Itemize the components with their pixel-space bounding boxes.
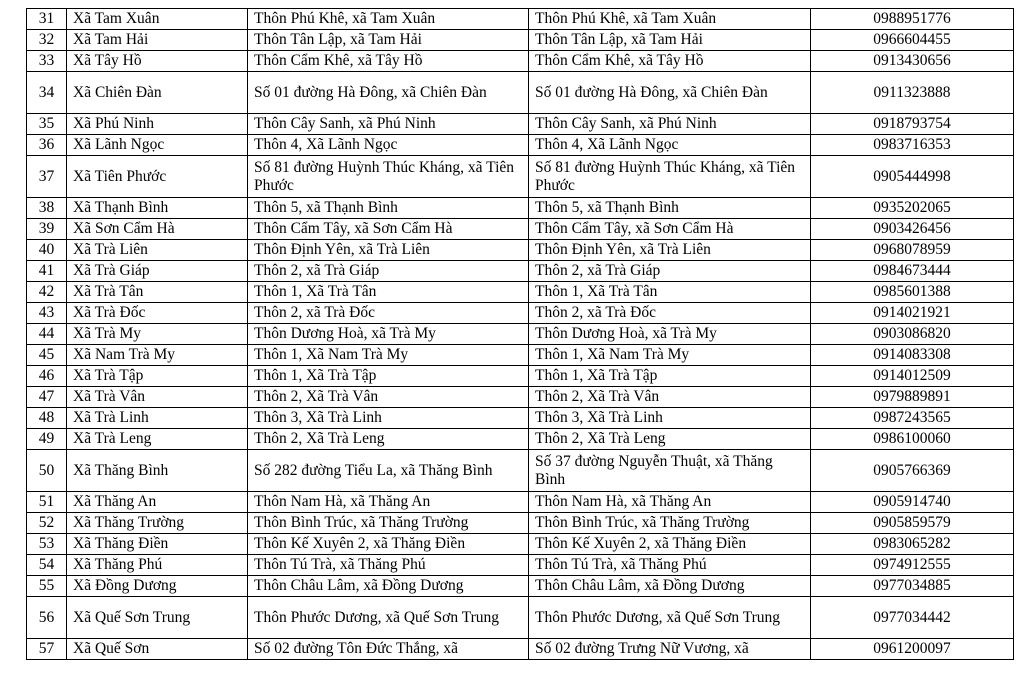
address-cell: Thôn 1, Xã Trà Tân xyxy=(529,282,811,303)
address-cell: Số 02 đường Trưng Nữ Vương, xã xyxy=(529,639,811,660)
address-cell: Thôn 5, xã Thạnh Bình xyxy=(529,198,811,219)
table-row xyxy=(27,513,1014,534)
row-number: 37 xyxy=(27,156,67,198)
phone-number: 0914083308 xyxy=(811,345,1014,366)
table-row xyxy=(27,639,1014,660)
table-row xyxy=(27,450,1014,492)
row-number: 34 xyxy=(27,72,67,114)
address-cell: Thôn Cây Sanh, xã Phú Ninh xyxy=(248,114,529,135)
row-number: 42 xyxy=(27,282,67,303)
table-row xyxy=(27,324,1014,345)
row-number: 53 xyxy=(27,534,67,555)
row-number: 54 xyxy=(27,555,67,576)
address-cell: Thôn Dương Hoà, xã Trà My xyxy=(248,324,529,345)
table-row xyxy=(27,597,1014,639)
commune-name: Xã Trà Linh xyxy=(67,408,248,429)
row-number: 41 xyxy=(27,261,67,282)
address-cell: Số 81 đường Huỳnh Thúc Kháng, xã Tiên Phước xyxy=(248,156,529,198)
address-cell: Thôn Bình Trúc, xã Thăng Trường xyxy=(529,513,811,534)
phone-number: 0985601388 xyxy=(811,282,1014,303)
row-number: 33 xyxy=(27,51,67,72)
phone-number: 0966604455 xyxy=(811,30,1014,51)
table-row xyxy=(27,387,1014,408)
commune-name: Xã Trà Vân xyxy=(67,387,248,408)
address-cell: Thôn Phước Dương, xã Quế Sơn Trung xyxy=(529,597,811,639)
row-number: 39 xyxy=(27,219,67,240)
address-cell: Thôn Bình Trúc, xã Thăng Trường xyxy=(248,513,529,534)
commune-name: Xã Phú Ninh xyxy=(67,114,248,135)
address-cell: Thôn Cẩm Khê, xã Tây Hồ xyxy=(529,51,811,72)
table-row xyxy=(27,429,1014,450)
phone-number: 0977034885 xyxy=(811,576,1014,597)
commune-name: Xã Lãnh Ngọc xyxy=(67,135,248,156)
commune-name: Xã Tam Hải xyxy=(67,30,248,51)
address-cell: Thôn 1, Xã Trà Tân xyxy=(248,282,529,303)
table-row xyxy=(27,72,1014,114)
row-number: 40 xyxy=(27,240,67,261)
row-number: 55 xyxy=(27,576,67,597)
row-number: 38 xyxy=(27,198,67,219)
table-row xyxy=(27,219,1014,240)
address-cell: Thôn 2, xã Trà Đốc xyxy=(529,303,811,324)
address-cell: Thôn Cẩm Tây, xã Sơn Cẩm Hà xyxy=(529,219,811,240)
table-row xyxy=(27,135,1014,156)
table-row xyxy=(27,240,1014,261)
phone-number: 0983065282 xyxy=(811,534,1014,555)
phone-number: 0983716353 xyxy=(811,135,1014,156)
row-number: 43 xyxy=(27,303,67,324)
address-cell: Thôn Tú Trà, xã Thăng Phú xyxy=(529,555,811,576)
commune-name: Xã Thăng An xyxy=(67,492,248,513)
commune-name: Xã Đồng Dương xyxy=(67,576,248,597)
table-row xyxy=(27,303,1014,324)
commune-name: Xã Trà My xyxy=(67,324,248,345)
phone-number: 0903426456 xyxy=(811,219,1014,240)
table-row xyxy=(27,156,1014,198)
address-cell: Thôn 5, xã Thạnh Bình xyxy=(248,198,529,219)
commune-name: Xã Trà Tân xyxy=(67,282,248,303)
commune-name: Xã Chiên Đàn xyxy=(67,72,248,114)
phone-number: 0905766369 xyxy=(811,450,1014,492)
address-cell: Thôn 3, Xã Trà Linh xyxy=(248,408,529,429)
address-cell: Thôn Nam Hà, xã Thăng An xyxy=(529,492,811,513)
address-cell: Thôn 2, Xã Trà Vân xyxy=(248,387,529,408)
address-cell: Thôn 1, Xã Trà Tập xyxy=(248,366,529,387)
phone-number: 0905444998 xyxy=(811,156,1014,198)
commune-table-body xyxy=(27,9,1014,660)
row-number: 52 xyxy=(27,513,67,534)
phone-number: 0913430656 xyxy=(811,51,1014,72)
commune-name: Xã Sơn Cẩm Hà xyxy=(67,219,248,240)
commune-name: Xã Trà Tập xyxy=(67,366,248,387)
table-row xyxy=(27,366,1014,387)
commune-name: Xã Trà Đốc xyxy=(67,303,248,324)
table-row xyxy=(27,51,1014,72)
row-number: 44 xyxy=(27,324,67,345)
address-cell: Thôn 2, Xã Trà Leng xyxy=(529,429,811,450)
address-cell: Số 02 đường Tôn Đức Thắng, xã xyxy=(248,639,529,660)
address-cell: Thôn 1, Xã Nam Trà My xyxy=(248,345,529,366)
address-cell: Thôn 2, Xã Trà Leng xyxy=(248,429,529,450)
phone-number: 0914021921 xyxy=(811,303,1014,324)
address-cell: Thôn Tú Trà, xã Thăng Phú xyxy=(248,555,529,576)
address-cell: Thôn Định Yên, xã Trà Liên xyxy=(529,240,811,261)
table-row xyxy=(27,9,1014,30)
commune-name: Xã Tây Hồ xyxy=(67,51,248,72)
address-cell: Số 01 đường Hà Đông, xã Chiên Đàn xyxy=(248,72,529,114)
table-row xyxy=(27,198,1014,219)
address-cell: Thôn Dương Hoà, xã Trà My xyxy=(529,324,811,345)
address-cell: Thôn 1, Xã Nam Trà My xyxy=(529,345,811,366)
table-row xyxy=(27,114,1014,135)
phone-number: 0977034442 xyxy=(811,597,1014,639)
row-number: 56 xyxy=(27,597,67,639)
address-cell: Thôn Phước Dương, xã Quế Sơn Trung xyxy=(248,597,529,639)
commune-name: Xã Tam Xuân xyxy=(67,9,248,30)
address-cell: Thôn Tân Lập, xã Tam Hải xyxy=(248,30,529,51)
address-cell: Thôn 3, Xã Trà Linh xyxy=(529,408,811,429)
address-cell: Thôn Châu Lâm, xã Đồng Dương xyxy=(248,576,529,597)
address-cell: Thôn 2, Xã Trà Vân xyxy=(529,387,811,408)
address-cell: Thôn Cây Sanh, xã Phú Ninh xyxy=(529,114,811,135)
row-number: 46 xyxy=(27,366,67,387)
commune-name: Xã Thăng Trường xyxy=(67,513,248,534)
address-cell: Thôn Tân Lập, xã Tam Hải xyxy=(529,30,811,51)
address-cell: Thôn 2, xã Trà Giáp xyxy=(529,261,811,282)
phone-number: 0979889891 xyxy=(811,387,1014,408)
row-number: 36 xyxy=(27,135,67,156)
commune-name: Xã Thăng Điền xyxy=(67,534,248,555)
row-number: 31 xyxy=(27,9,67,30)
commune-table xyxy=(26,8,1014,660)
address-cell: Thôn 4, Xã Lãnh Ngọc xyxy=(248,135,529,156)
address-cell: Thôn Kế Xuyên 2, xã Thăng Điền xyxy=(529,534,811,555)
address-cell: Thôn Kế Xuyên 2, xã Thăng Điền xyxy=(248,534,529,555)
commune-name: Xã Trà Leng xyxy=(67,429,248,450)
address-cell: Thôn Phú Khê, xã Tam Xuân xyxy=(529,9,811,30)
table-row xyxy=(27,492,1014,513)
phone-number: 0935202065 xyxy=(811,198,1014,219)
commune-name: Xã Thăng Phú xyxy=(67,555,248,576)
row-number: 48 xyxy=(27,408,67,429)
commune-name: Xã Thạnh Bình xyxy=(67,198,248,219)
address-cell: Số 37 đường Nguyễn Thuật, xã Thăng Bình xyxy=(529,450,811,492)
address-cell: Thôn 2, xã Trà Giáp xyxy=(248,261,529,282)
address-cell: Số 81 đường Huỳnh Thúc Kháng, xã Tiên Phước xyxy=(529,156,811,198)
phone-number: 0914012509 xyxy=(811,366,1014,387)
address-cell: Thôn 4, Xã Lãnh Ngọc xyxy=(529,135,811,156)
row-number: 57 xyxy=(27,639,67,660)
address-cell: Thôn Châu Lâm, xã Đồng Dương xyxy=(529,576,811,597)
address-cell: Thôn 1, Xã Trà Tập xyxy=(529,366,811,387)
phone-number: 0986100060 xyxy=(811,429,1014,450)
phone-number: 0984673444 xyxy=(811,261,1014,282)
row-number: 45 xyxy=(27,345,67,366)
row-number: 49 xyxy=(27,429,67,450)
table-row xyxy=(27,534,1014,555)
phone-number: 0961200097 xyxy=(811,639,1014,660)
table-row xyxy=(27,408,1014,429)
table-row xyxy=(27,30,1014,51)
address-cell: Thôn Cẩm Khê, xã Tây Hồ xyxy=(248,51,529,72)
row-number: 51 xyxy=(27,492,67,513)
phone-number: 0968078959 xyxy=(811,240,1014,261)
table-row xyxy=(27,345,1014,366)
phone-number: 0911323888 xyxy=(811,72,1014,114)
address-cell: Thôn Phú Khê, xã Tam Xuân xyxy=(248,9,529,30)
row-number: 47 xyxy=(27,387,67,408)
phone-number: 0987243565 xyxy=(811,408,1014,429)
commune-name: Xã Trà Liên xyxy=(67,240,248,261)
address-cell: Thôn Định Yên, xã Trà Liên xyxy=(248,240,529,261)
phone-number: 0918793754 xyxy=(811,114,1014,135)
phone-number: 0974912555 xyxy=(811,555,1014,576)
commune-name: Xã Nam Trà My xyxy=(67,345,248,366)
commune-name: Xã Quế Sơn Trung xyxy=(67,597,248,639)
address-cell: Số 282 đường Tiểu La, xã Thăng Bình xyxy=(248,450,529,492)
table-row xyxy=(27,555,1014,576)
row-number: 32 xyxy=(27,30,67,51)
table-row xyxy=(27,282,1014,303)
row-number: 50 xyxy=(27,450,67,492)
commune-name: Xã Quế Sơn xyxy=(67,639,248,660)
table-row xyxy=(27,576,1014,597)
address-cell: Thôn 2, xã Trà Đốc xyxy=(248,303,529,324)
commune-name: Xã Thăng Bình xyxy=(67,450,248,492)
phone-number: 0988951776 xyxy=(811,9,1014,30)
phone-number: 0903086820 xyxy=(811,324,1014,345)
table-row xyxy=(27,261,1014,282)
phone-number: 0905914740 xyxy=(811,492,1014,513)
row-number: 35 xyxy=(27,114,67,135)
commune-name: Xã Tiên Phước xyxy=(67,156,248,198)
phone-number: 0905859579 xyxy=(811,513,1014,534)
address-cell: Số 01 đường Hà Đông, xã Chiên Đàn xyxy=(529,72,811,114)
address-cell: Thôn Cẩm Tây, xã Sơn Cẩm Hà xyxy=(248,219,529,240)
address-cell: Thôn Nam Hà, xã Thăng An xyxy=(248,492,529,513)
commune-name: Xã Trà Giáp xyxy=(67,261,248,282)
